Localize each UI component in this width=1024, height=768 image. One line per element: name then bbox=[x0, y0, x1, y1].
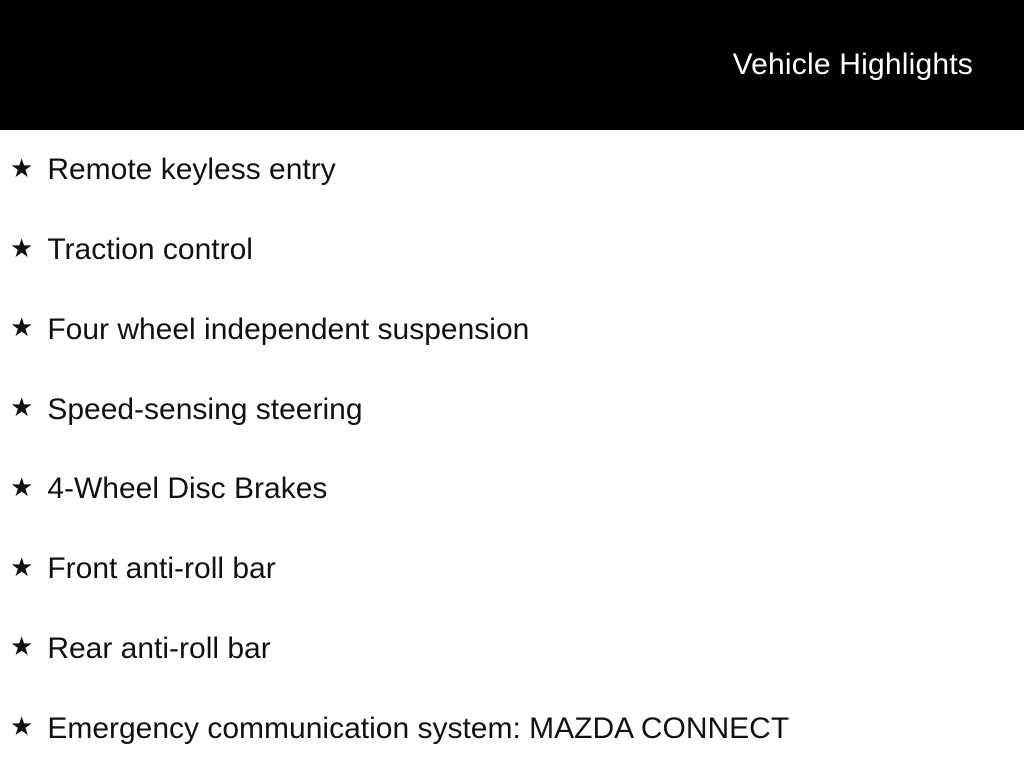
star-bullet-icon: ★ bbox=[10, 552, 34, 583]
feature-list-item bbox=[0, 290, 1024, 370]
star-bullet-icon: ★ bbox=[10, 472, 34, 503]
feature-label: Speed-sensing steering bbox=[47, 392, 363, 426]
star-bullet-icon: ★ bbox=[10, 632, 34, 663]
star-bullet-icon: ★ bbox=[10, 393, 34, 424]
star-bullet-icon: ★ bbox=[10, 153, 34, 184]
star-bullet-icon: ★ bbox=[10, 233, 34, 264]
feature-list-item bbox=[0, 529, 1024, 609]
feature-list-item bbox=[0, 369, 1024, 449]
feature-list-item bbox=[0, 210, 1024, 290]
feature-list-item bbox=[0, 609, 1024, 689]
feature-list-item bbox=[0, 449, 1024, 529]
star-bullet-icon: ★ bbox=[10, 313, 34, 344]
feature-label: Traction control bbox=[47, 233, 253, 267]
feature-list-item bbox=[0, 688, 1024, 768]
feature-label: Emergency communication system: MAZDA CONNECT bbox=[47, 711, 790, 745]
feature-label: Remote keyless entry bbox=[47, 153, 336, 187]
feature-label: Front anti-roll bar bbox=[47, 552, 276, 586]
feature-label: Four wheel independent suspension bbox=[47, 312, 530, 346]
star-bullet-icon: ★ bbox=[10, 712, 34, 743]
feature-label: Rear anti-roll bar bbox=[47, 631, 271, 665]
feature-label: 4-Wheel Disc Brakes bbox=[47, 472, 328, 506]
header-bar bbox=[0, 0, 1024, 130]
feature-list bbox=[0, 130, 1024, 768]
page-title: Vehicle Highlights bbox=[732, 48, 973, 81]
feature-list-item bbox=[0, 130, 1024, 210]
